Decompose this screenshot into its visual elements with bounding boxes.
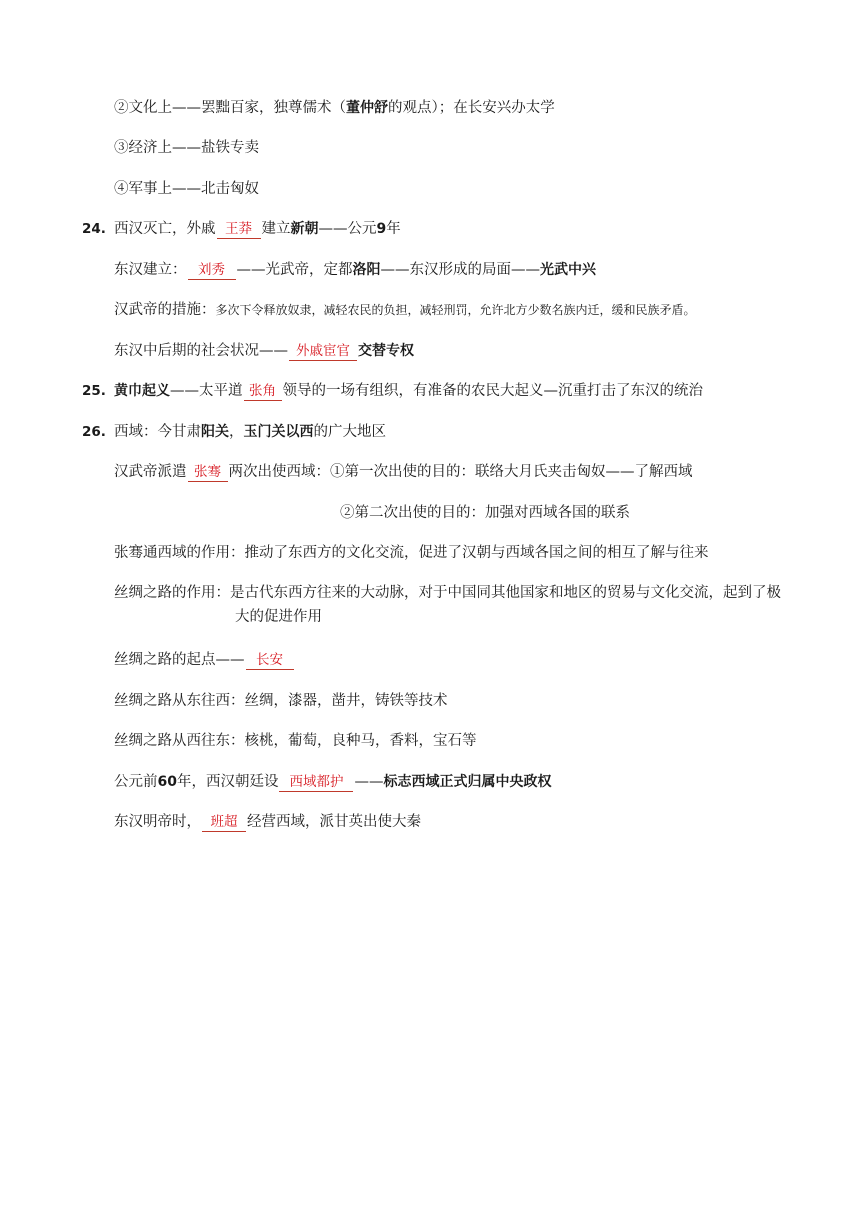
text: 丝绸之路的起点—— (114, 652, 245, 668)
bold-term: 交替专权 (358, 343, 414, 359)
text: 的观点）；在长安兴办太学 (388, 100, 555, 116)
text: 汉武帝派遣 (114, 464, 187, 480)
line-25 (114, 381, 703, 401)
line-26 (114, 422, 386, 442)
bold-term: 玉门关以西 (243, 424, 314, 440)
text: 西汉灭亡，外戚 (114, 221, 216, 237)
text: ③经济上——盐铁专卖 (114, 140, 259, 156)
text: 张骞通西域的作用：推动了东西方的文化交流，促进了汉朝与西域各国之间的相互了解与往来 (114, 545, 709, 561)
line-second-mission (340, 503, 630, 523)
text: 年，西汉朝廷设 (176, 774, 279, 790)
text: 东汉明帝时， (114, 814, 201, 830)
text: 公元前 (114, 774, 158, 790)
text: 丝绸之路的作用：是古代东西方往来的大动脉，对于中国同其他国家和地区的贸易与文化交流，起到了极大的促进作用 (114, 585, 781, 625)
text: 东汉建立： (114, 262, 187, 278)
bold-term: 董仲舒 (346, 100, 388, 116)
bold-term: 洛阳 (352, 262, 381, 278)
line-zhangqian-effect (114, 543, 709, 563)
line-silk-road-origin (114, 650, 295, 670)
text: 丝绸之路从东往西：丝绸，漆器，凿井，铸铁等技术 (114, 693, 448, 709)
text: ②第二次出使的目的：加强对西域各国的联系 (340, 505, 630, 521)
text: 年 (386, 221, 401, 237)
answer-blank: 王莽 (217, 221, 261, 239)
line-west-to-east (114, 731, 477, 751)
bold-term: 阳关 (201, 424, 229, 440)
answer-blank: 西域都护 (279, 774, 353, 792)
item-number-24: 24. (82, 221, 106, 237)
answer-blank: 长安 (246, 652, 294, 670)
text: ， (229, 424, 244, 440)
line-late-eastern-han (114, 341, 414, 361)
line-eastern-han (114, 260, 596, 280)
text: ——光武帝，定都 (236, 262, 353, 278)
text: ——东汉形成的局面—— (380, 262, 540, 278)
text: 丝绸之路从西往东：核桃，葡萄，良种马，香料，宝石等 (114, 733, 477, 749)
text: 经营西域，派甘英出使大秦 (247, 814, 421, 830)
line-banchao (114, 812, 421, 832)
text: 汉武帝的措施： (114, 302, 216, 318)
text: 建立 (261, 221, 291, 237)
answer-blank: 外戚宦官 (289, 343, 357, 361)
line-protectorate (114, 772, 551, 792)
text: 的广大地区 (313, 424, 386, 440)
bold-term: 60 (157, 774, 177, 790)
text: 东汉中后期的社会状况—— (114, 343, 288, 359)
line-east-to-west (114, 691, 448, 711)
text: ——公元 (318, 221, 377, 237)
bold-term: 光武中兴 (540, 262, 596, 278)
item-number-26: 26. (82, 424, 106, 440)
answer-blank: 张角 (244, 383, 282, 401)
text: 西域：今甘肃 (114, 424, 201, 440)
item-number-25: 25. (82, 383, 106, 399)
bold-term: 9 (376, 221, 387, 237)
text: ——太平道 (170, 383, 243, 399)
answer-blank: 刘秀 (188, 262, 236, 280)
text: ④军事上——北击匈奴 (114, 181, 259, 197)
line-silk-road-role (114, 581, 784, 629)
text: ②文化上——罢黜百家，独尊儒术（ (114, 100, 346, 116)
bold-term: 标志西域正式归属中央政权 (383, 774, 552, 790)
line-economy (114, 138, 259, 158)
line-military (114, 179, 259, 199)
text: 领导的一场有组织，有准备的农民大起义—沉重打击了东汉的统治 (282, 383, 703, 399)
line-measures (114, 300, 696, 320)
text: 两次出使西域：①第一次出使的目的：联络大月氏夹击匈奴——了解西域 (228, 464, 693, 480)
answer-blank: 张骞 (188, 464, 228, 482)
line-zhangqian (114, 462, 693, 482)
answer-blank: 班超 (202, 814, 246, 832)
line-24 (114, 219, 401, 239)
bold-term: 黄巾起义 (114, 383, 170, 399)
text-small: 多次下令释放奴隶，减轻农民的负担，减轻刑罚，允许北方少数名族内迁，缓和民族矛盾。 (215, 303, 696, 317)
bold-term: 新朝 (290, 221, 319, 237)
text: —— (354, 774, 384, 790)
line-culture (114, 98, 555, 118)
